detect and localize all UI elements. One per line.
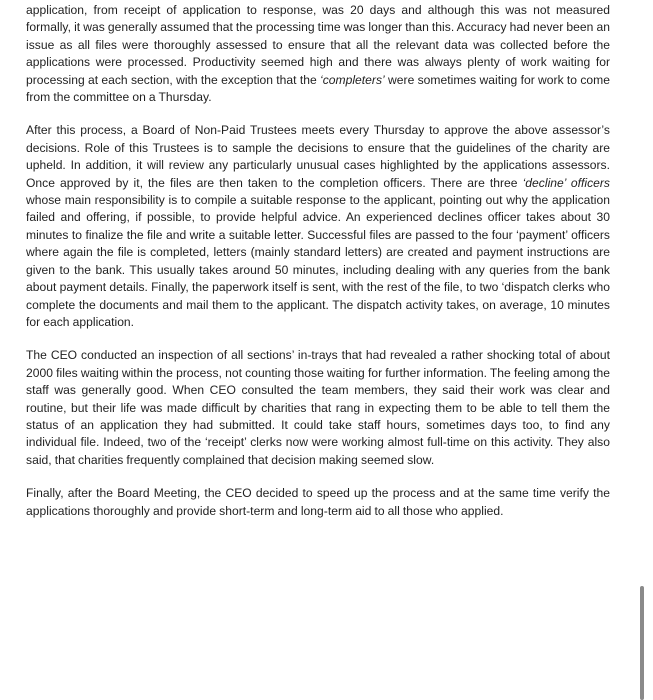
paragraph-4 <box>26 485 610 520</box>
paragraph-2-text-a: After this process, a Board of Non-Paid Trustees meets every Thursday to approve the above assessor’s decisions. Role of this Trustees is to sample the decisions to ensure that the guidelines of the charity are upheld. In addition, it will review any particularly unusual cases highlighted by the applications assessors. Once approved by it, the files are then taken to the completion officers. There are three <box>26 123 610 190</box>
paragraph-3-text: The CEO conducted an inspection of all sections’ in-trays that had revealed a rather shocking total of about 2000 files waiting within the process, not counting those waiting for further information. The feeling among the staff was generally good. When CEO consulted the team members, they said their work was clear and routine, but their life was made difficult by charities that rang in expecting them to be able to tell them the status of an application they had submitted. It could take staff hours, sometimes days too, to find any individual file. Indeed, two of the ‘receipt’ clerks now were working almost full-time on this activity. They also said, that charities frequently complained that decision making seemed slow. <box>26 348 610 467</box>
paragraph-1-italic-completers: ‘completers’ <box>319 72 385 87</box>
paragraph-3 <box>26 347 610 469</box>
paragraph-4-text: Finally, after the Board Meeting, the CEO decided to speed up the process and at the same time verify the applications thoroughly and provide short-term and long-term aid to all those who applied. <box>26 486 610 518</box>
paragraph-2-text-b: whose main responsibility is to compile a suitable response to the applicant, pointing out why the application failed and offering, if possible, to provide helpful advice. An experienced declines officer takes about 30 minutes to finalize the file and write a suitable letter. Successful files are passed to the four ‘payment’ officers where again the file is completed, letters (mainly standard letters) are created and payment instructions are given to the bank. This usually takes around 50 minutes, including dealing with any queries from the bank about payment details. Finally, the paperwork itself is sent, with the rest of the file, to two ‘dispatch clerks who complete the documents and mail them to the applicant. The dispatch activity takes, on average, 10 minutes for each application. <box>26 193 610 329</box>
paragraph-2-italic-decline-officers: ‘decline’ officers <box>522 175 610 190</box>
paragraph-2 <box>26 122 610 331</box>
vertical-scrollbar-thumb[interactable] <box>640 586 644 700</box>
document-body <box>26 2 610 536</box>
paragraph-1-text-b: were sometimes waiting for work to come from the committee on a Thursday. <box>26 72 610 105</box>
paragraph-1 <box>26 2 610 106</box>
paragraph-1-text-a: application, from receipt of application to response, was 20 days and although this was not measured formally, it was generally assumed that the processing time was longer than this. Accuracy had never been an issue as all files were thoroughly assessed to ensure that all the relevant data was collected before the applications were processed. Productivity seemed high and there was always plenty of work waiting for processing at each section, with the exception that the <box>26 3 610 87</box>
